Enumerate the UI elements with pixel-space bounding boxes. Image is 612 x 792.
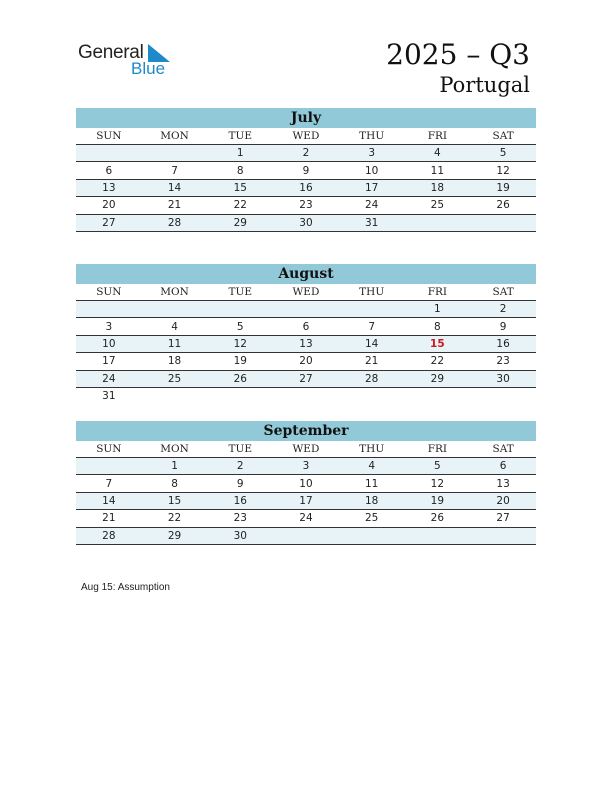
weekday-header: THU [339, 128, 405, 145]
day-cell: 1 [405, 301, 471, 318]
weekday-header: SAT [470, 128, 536, 145]
day-cell [142, 301, 208, 318]
day-cell: 17 [273, 492, 339, 509]
day-cell: 5 [470, 145, 536, 162]
day-cell: 24 [76, 370, 142, 387]
day-cell: 2 [207, 458, 273, 475]
week-row [76, 145, 536, 162]
day-cell: 27 [273, 370, 339, 387]
weekday-header: WED [273, 441, 339, 458]
day-cell: 8 [142, 475, 208, 492]
day-cell: 10 [339, 162, 405, 179]
day-cell: 25 [339, 510, 405, 527]
day-cell: 26 [405, 510, 471, 527]
country-name: Portugal [439, 73, 530, 97]
day-cell [207, 301, 273, 318]
week-row [76, 510, 536, 527]
day-cell: 4 [142, 318, 208, 335]
weekday-header: MON [142, 441, 208, 458]
day-cell [405, 527, 471, 544]
day-cell: 13 [273, 335, 339, 352]
week-row [76, 301, 536, 318]
week-row [76, 527, 536, 544]
day-cell: 22 [142, 510, 208, 527]
day-cell [470, 387, 536, 404]
page-title: 2025 – Q3 [386, 38, 530, 71]
day-cell: 29 [142, 527, 208, 544]
day-cell [339, 301, 405, 318]
day-cell [273, 387, 339, 404]
weekday-header: WED [273, 128, 339, 145]
day-cell: 30 [207, 527, 273, 544]
logo-word-blue: Blue [131, 59, 166, 78]
weekday-header: TUE [207, 128, 273, 145]
week-row [76, 387, 536, 404]
weekday-header: MON [142, 128, 208, 145]
day-cell: 16 [207, 492, 273, 509]
day-cell [142, 145, 208, 162]
day-cell: 12 [207, 335, 273, 352]
day-cell: 10 [273, 475, 339, 492]
day-cell: 23 [273, 197, 339, 214]
day-cell: 14 [76, 492, 142, 509]
day-cell: 17 [76, 353, 142, 370]
weekday-header: FRI [405, 441, 471, 458]
day-cell: 19 [470, 179, 536, 196]
week-row [76, 335, 536, 352]
day-cell: 8 [207, 162, 273, 179]
weekday-header: MON [142, 284, 208, 301]
day-cell: 27 [470, 510, 536, 527]
weekday-header: SUN [76, 441, 142, 458]
month-title: August [76, 264, 536, 284]
day-cell: 6 [470, 458, 536, 475]
day-cell: 23 [207, 510, 273, 527]
day-cell [273, 527, 339, 544]
week-row [76, 214, 536, 231]
day-cell: 5 [207, 318, 273, 335]
day-cell: 12 [405, 475, 471, 492]
day-cell: 30 [470, 370, 536, 387]
day-cell: 4 [339, 458, 405, 475]
day-cell [76, 301, 142, 318]
week-row [76, 318, 536, 335]
week-row [76, 162, 536, 179]
day-cell: 18 [142, 353, 208, 370]
day-cell: 21 [76, 510, 142, 527]
day-cell: 2 [470, 301, 536, 318]
day-cell: 12 [470, 162, 536, 179]
day-cell: 31 [339, 214, 405, 231]
month-calendar-july [76, 108, 536, 232]
month-grid [76, 128, 536, 232]
month-calendar-september [76, 421, 536, 545]
day-cell: 7 [76, 475, 142, 492]
month-title: July [76, 108, 536, 128]
day-cell: 1 [207, 145, 273, 162]
day-cell: 11 [405, 162, 471, 179]
week-row [76, 353, 536, 370]
day-cell: 20 [76, 197, 142, 214]
day-cell: 18 [339, 492, 405, 509]
day-cell: 22 [405, 353, 471, 370]
day-cell: 7 [142, 162, 208, 179]
day-cell [470, 527, 536, 544]
day-cell: 27 [76, 214, 142, 231]
month-calendar-august [76, 264, 536, 404]
day-cell: 16 [273, 179, 339, 196]
day-cell: 29 [207, 214, 273, 231]
day-cell: 9 [470, 318, 536, 335]
day-cell: 20 [470, 492, 536, 509]
day-cell: 20 [273, 353, 339, 370]
day-cell [76, 458, 142, 475]
week-row [76, 475, 536, 492]
day-cell [405, 214, 471, 231]
day-cell [142, 387, 208, 404]
day-cell [76, 145, 142, 162]
day-cell: 14 [339, 335, 405, 352]
week-row [76, 492, 536, 509]
weekday-header: THU [339, 441, 405, 458]
day-cell: 4 [405, 145, 471, 162]
day-cell: 18 [405, 179, 471, 196]
week-row [76, 370, 536, 387]
weekday-header: SAT [470, 284, 536, 301]
day-cell: 22 [207, 197, 273, 214]
day-cell: 7 [339, 318, 405, 335]
holiday-note: Aug 15: Assumption [81, 582, 170, 593]
day-cell: 15 [142, 492, 208, 509]
day-cell: 29 [405, 370, 471, 387]
weekday-header: TUE [207, 441, 273, 458]
week-row [76, 458, 536, 475]
day-cell: 11 [142, 335, 208, 352]
day-cell: 26 [207, 370, 273, 387]
month-grid [76, 441, 536, 545]
day-cell: 11 [339, 475, 405, 492]
weekday-header: SUN [76, 128, 142, 145]
day-cell: 21 [339, 353, 405, 370]
day-cell: 25 [405, 197, 471, 214]
day-cell: 15 [207, 179, 273, 196]
day-cell [339, 387, 405, 404]
day-cell: 28 [76, 527, 142, 544]
day-cell: 9 [273, 162, 339, 179]
day-cell [405, 387, 471, 404]
day-cell: 5 [405, 458, 471, 475]
day-cell: 21 [142, 197, 208, 214]
day-cell: 16 [470, 335, 536, 352]
day-cell [273, 301, 339, 318]
weekday-header: FRI [405, 284, 471, 301]
day-cell: 6 [76, 162, 142, 179]
day-cell: 28 [142, 214, 208, 231]
day-cell: 3 [339, 145, 405, 162]
day-cell: 6 [273, 318, 339, 335]
day-cell: 9 [207, 475, 273, 492]
holiday-day-cell: 15 [405, 335, 471, 352]
day-cell: 24 [339, 197, 405, 214]
day-cell: 25 [142, 370, 208, 387]
weekday-header: TUE [207, 284, 273, 301]
day-cell [339, 527, 405, 544]
month-title: September [76, 421, 536, 441]
day-cell: 19 [207, 353, 273, 370]
day-cell: 3 [76, 318, 142, 335]
day-cell: 23 [470, 353, 536, 370]
weekday-header: SUN [76, 284, 142, 301]
month-grid [76, 284, 536, 404]
weekday-header: SAT [470, 441, 536, 458]
day-cell [207, 387, 273, 404]
day-cell: 26 [470, 197, 536, 214]
day-cell: 17 [339, 179, 405, 196]
day-cell: 30 [273, 214, 339, 231]
day-cell: 31 [102, 390, 116, 403]
weekday-header: FRI [405, 128, 471, 145]
day-cell: 10 [76, 335, 142, 352]
week-row [76, 197, 536, 214]
day-cell: 1 [142, 458, 208, 475]
day-cell: 24 [273, 510, 339, 527]
week-row [76, 179, 536, 196]
generalblue-logo [78, 40, 178, 80]
weekday-header: THU [339, 284, 405, 301]
day-cell: 19 [405, 492, 471, 509]
day-cell: 2 [273, 145, 339, 162]
weekday-header: WED [273, 284, 339, 301]
day-cell: 8 [405, 318, 471, 335]
day-cell: 3 [273, 458, 339, 475]
day-cell: 14 [142, 179, 208, 196]
day-cell: 13 [470, 475, 536, 492]
logo-word-general: General [78, 42, 144, 63]
day-cell [470, 214, 536, 231]
day-cell: 28 [339, 370, 405, 387]
day-cell: 13 [76, 179, 142, 196]
